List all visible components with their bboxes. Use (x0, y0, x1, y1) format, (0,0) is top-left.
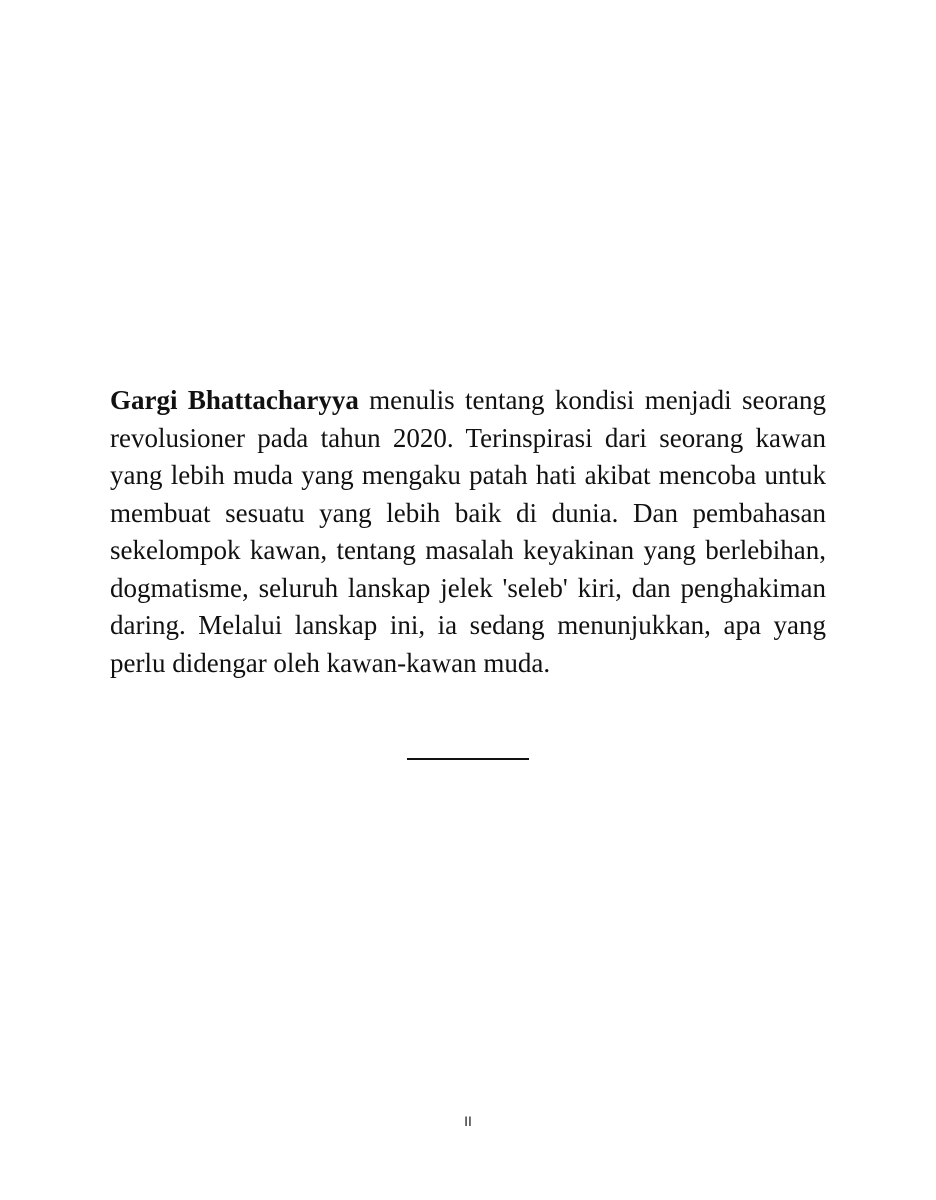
page-number: II (464, 1113, 472, 1129)
author-name: Gargi Bhattacharyya (110, 385, 359, 415)
section-divider (407, 758, 529, 760)
paragraph-text: menulis tentang kondisi menjadi seorang revolusioner pada tahun 2020. Terinspirasi dari seorang kawan yang lebih muda yang mengaku patah hati akibat mencoba untuk membuat sesuatu yang lebih baik di dunia. Dan pembahasan sekelompok kawan, tentang masalah keyakinan yang berlebihan, dogmatisme, seluruh lanskap jelek 'seleb' kiri, dan penghakiman daring. Melalui lanskap ini, ia sedang menunjukkan, apa yang perlu didengar oleh kawan-kawan muda. (110, 385, 826, 678)
body-paragraph (110, 382, 826, 682)
